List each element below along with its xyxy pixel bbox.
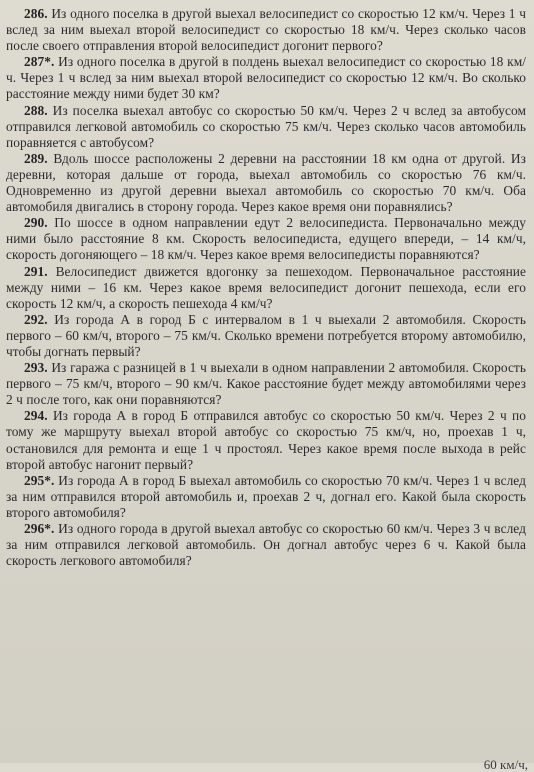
problem-291 bbox=[6, 264, 526, 312]
problem-number: 290. bbox=[24, 215, 48, 231]
problem-text: Вдоль шоссе расположены 2 деревни на расстоянии 18 км одна от другой. Из деревни, которая дальше от города, выехал автомобиль со скоростью 76 км/ч. Одновременно из другой деревни выехал автомобиль со скоростью 70 км/ч. Оба автомобиля двигались в сторону города. Через какое время они поравнялись? bbox=[6, 150, 526, 215]
problem-294 bbox=[6, 408, 526, 472]
problem-287 bbox=[6, 54, 526, 102]
problem-text: Из города А в город Б с интервалом в 1 ч выехали 2 автомобиля. Скорость первого – 60 км/ч, второго – 75 км/ч. Сколько времени потребуется второму автомобилю, чтобы догнать первый? bbox=[6, 311, 526, 359]
problem-text: Из города А в город Б отправился автобус со скоростью 50 км/ч. Через 2 ч по тому же маршруту выехал второй автобус со скоростью 75 км/ч, но, проехав 1 ч, остановился для ремонта и еще 1 ч простоял. Через какое время после выхода в рейс второй автобус нагонит первый? bbox=[6, 408, 526, 472]
cut-off-next-line: 60 км/ч, bbox=[483, 757, 528, 772]
problem-290 bbox=[6, 215, 526, 263]
problem-296 bbox=[6, 521, 526, 569]
problem-number: 289. bbox=[24, 150, 48, 166]
problem-text: Велосипедист движется вдогонку за пешеходом. Первоначальное расстояние между ними – 16 км. Через какое время велосипедист догонит пешехода, если его скорость 12 км/ч, а скорость пешехода 4 км/ч? bbox=[6, 263, 526, 311]
problem-289 bbox=[6, 151, 526, 215]
problem-text: Из поселка выехал автобус со скоростью 50 км/ч. Через 2 ч вслед за автобусом отправился легковой автомобиль со скоростью 75 км/ч. Через сколько часов автомобиль поравняется с автобусом? bbox=[6, 102, 526, 150]
problem-text: По шоссе в одном направлении едут 2 велосипедиста. Первоначально между ними было расстояние 8 км. Скорость велосипедиста, едущего впереди, – 14 км/ч, скорость догоняющего – 18 км/ч. Через какое время велосипедисты поравняются? bbox=[6, 215, 526, 263]
problem-text: Из одного города в другой выехал автобус со скоростью 60 км/ч. Через 3 ч вслед за ним отправился легковой автомобиль. Он догнал автобус через 6 ч. Какой была скорость легкового автомобиля? bbox=[6, 521, 526, 569]
problem-number: 296*. bbox=[24, 521, 55, 536]
problem-293 bbox=[6, 360, 526, 408]
problem-number: 286. bbox=[24, 6, 48, 21]
problem-text: Из гаража с разницей в 1 ч выехали в одном направлении 2 автомобиля. Скорость первого – 75 км/ч, второго – 90 км/ч. Какое расстояние будет между автомобилями через 2 ч после того, как они поравняются? bbox=[6, 360, 526, 408]
problem-295 bbox=[6, 473, 526, 521]
problem-292 bbox=[6, 312, 526, 360]
problem-number: 295*. bbox=[24, 472, 55, 488]
problem-number: 294. bbox=[24, 408, 48, 424]
problem-number: 287*. bbox=[24, 54, 55, 70]
problem-number: 292. bbox=[24, 311, 48, 327]
problem-text: Из одного поселка в другой выехал велосипедист со скоростью 12 км/ч. Через 1 ч вслед за ним выехал второй велосипедист со скоростью 18 км/ч. Через сколько часов после своего отправления второй велосипедист догонит первого? bbox=[6, 6, 526, 54]
problem-288 bbox=[6, 103, 526, 151]
problem-text: Из города А в город Б выехал автомобиль со скоростью 70 км/ч. Через 1 ч вслед за ним отправился второй автомобиль и, проехав 2 ч, догнал его. Какой была скорость второго автомобиля? bbox=[6, 472, 526, 520]
problem-number: 291. bbox=[24, 263, 48, 279]
problem-list bbox=[6, 6, 526, 569]
problem-text: Из одного поселка в другой в полдень выехал велосипедист со скоростью 18 км/ч. Через 1 ч вслед за ним выехал второй велосипедист со скоростью 12 км/ч. Во сколько расстояние между ними будет 30 км? bbox=[6, 54, 526, 102]
problem-number: 288. bbox=[24, 102, 48, 118]
problem-286 bbox=[6, 6, 526, 54]
problem-number: 293. bbox=[24, 360, 48, 376]
